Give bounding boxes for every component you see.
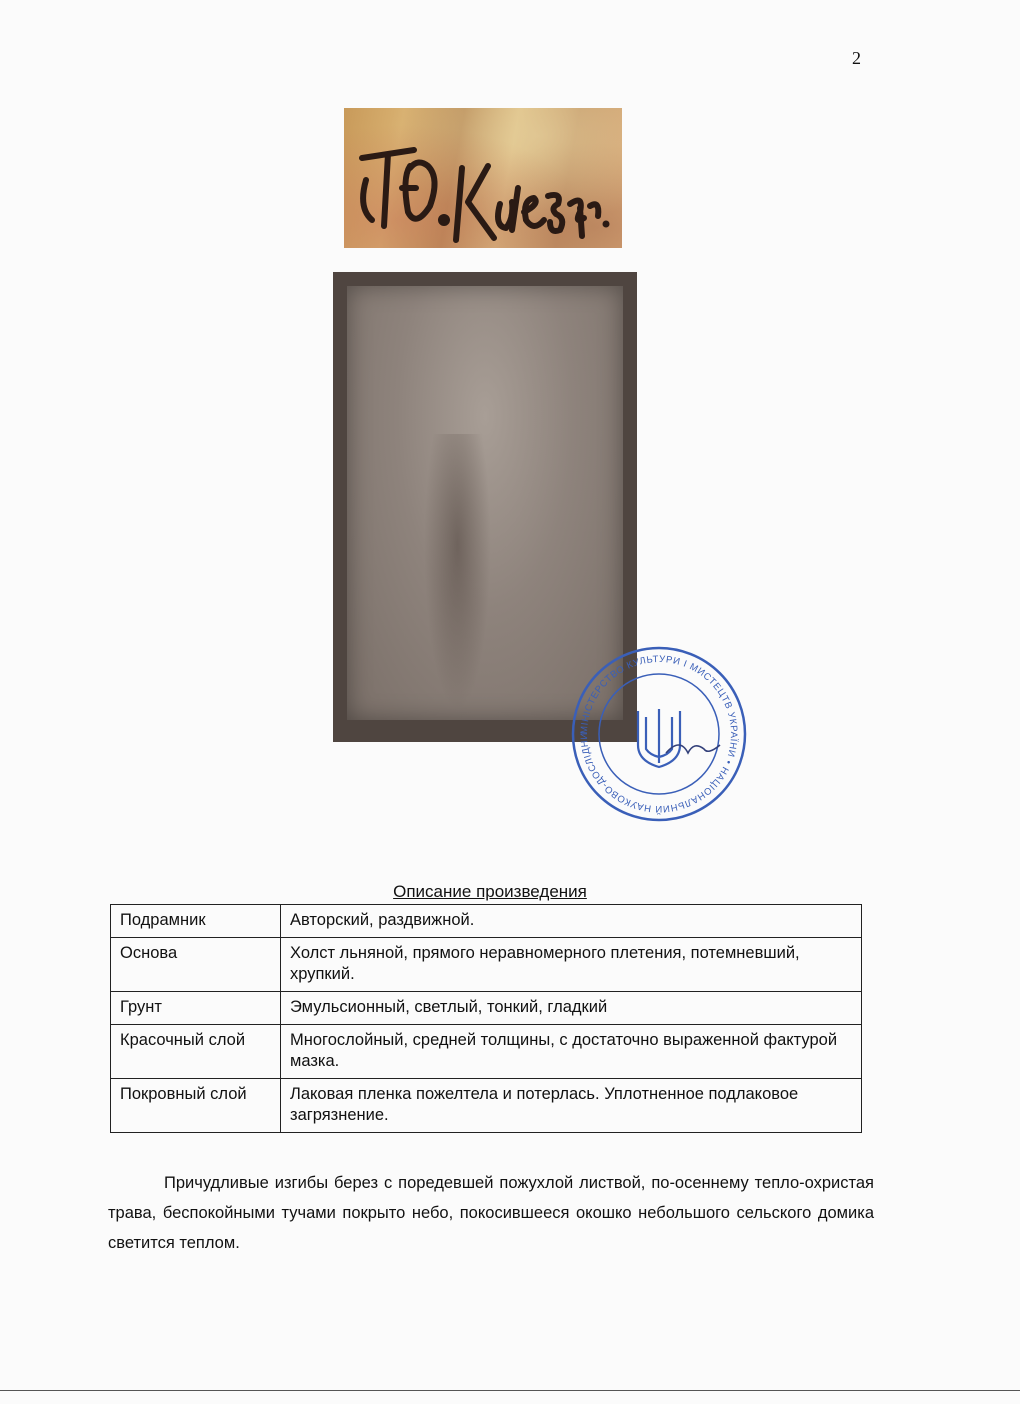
description-row bbox=[111, 992, 862, 1025]
row-value: Лаковая пленка пожелтела и потерлась. Уплотненное подлаковое загрязнение. bbox=[281, 1079, 862, 1133]
row-value: Эмульсионный, светлый, тонкий, гладкий bbox=[281, 992, 862, 1025]
stamp-signature bbox=[666, 745, 720, 753]
bottom-rule bbox=[0, 1390, 1020, 1391]
page-number: 2 bbox=[852, 48, 861, 68]
row-value: Холст льняной, прямого неравномерного плетения, потемневший, хрупкий. bbox=[281, 938, 862, 992]
row-label: Подрамник bbox=[111, 905, 281, 938]
description-row bbox=[111, 905, 862, 938]
signature-photo bbox=[344, 108, 622, 248]
description-paragraph: Причудливые изгибы берез с поредевшей пожухлой листвой, по-осеннему тепло-охристая трава, беспокойными тучами покрыто небо, покосившееся окошко небольшого сельского домика светится теплом. bbox=[108, 1174, 874, 1252]
row-label: Грунт bbox=[111, 992, 281, 1025]
row-label: Покровный слой bbox=[111, 1079, 281, 1133]
trident-emblem-icon bbox=[638, 709, 680, 767]
description-table bbox=[110, 904, 862, 1133]
row-value: Многослойный, средней толщины, с достаточно выраженной фактурой мазка. bbox=[281, 1025, 862, 1079]
row-value: Авторский, раздвижной. bbox=[281, 905, 862, 938]
description-title: Описание произведения bbox=[393, 882, 587, 901]
description-row bbox=[111, 938, 862, 992]
official-stamp bbox=[570, 645, 748, 823]
row-label: Красочный слой bbox=[111, 1025, 281, 1079]
signature-dot bbox=[603, 221, 610, 228]
row-label: Основа bbox=[111, 938, 281, 992]
stamp-ring-text: МІНІСТЕРСТВО КУЛЬТУРИ І МИСТЕЦТВ УКРАЇНИ • НАЦІОНАЛЬНИЙ НАУКОВО-ДОСЛІДНИ bbox=[578, 653, 740, 815]
description-row bbox=[111, 1079, 862, 1133]
signature-drawing bbox=[344, 108, 622, 248]
description-row bbox=[111, 1025, 862, 1079]
